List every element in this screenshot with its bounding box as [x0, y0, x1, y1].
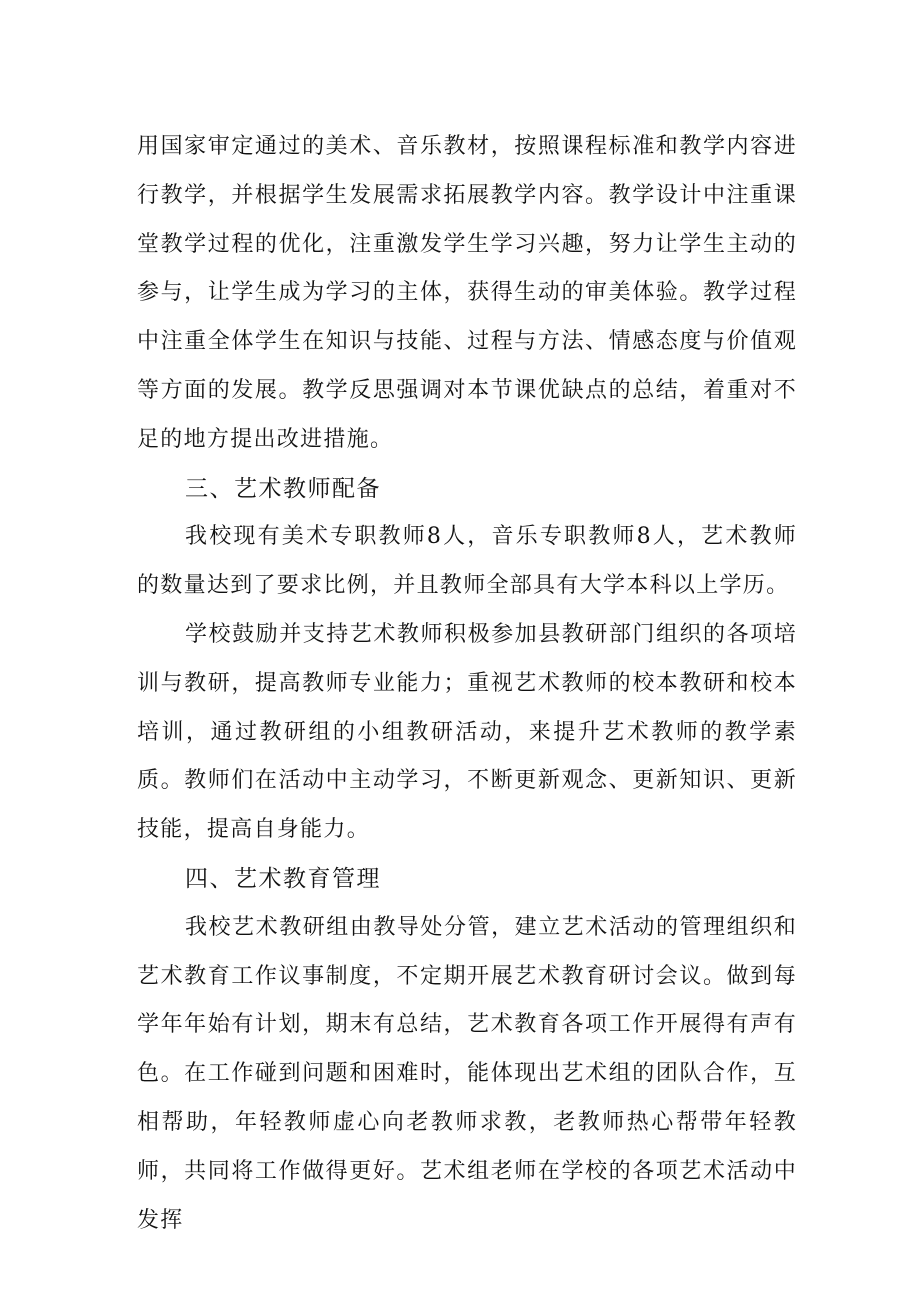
paragraph-teacher-staffing: 我校现有美术专职教师8人，音乐专职教师8人，艺术教师的数量达到了要求比例，并且教师全部具有大学本科以上学历。	[137, 524, 797, 599]
paragraph-management: 我校艺术教研组由教导处分管，建立艺术活动的管理组织和艺术教育工作议事制度，不定期开展艺术教育研讨会议。做到每学年年始有计划，期末有总结，艺术教育各项工作开展得有声有色。在工作碰到问题和困难时，能体现出艺术组的团队合作，互相帮助，年轻教师虚心向老教师求教，老教师热心帮带年轻教师，共同将工作做得更好。艺术组老师在学校的各项艺术活动中发挥	[137, 914, 797, 1233]
paragraph-teaching-materials: 用国家审定通过的美术、音乐教材，按照课程标准和教学内容进行教学，并根据学生发展需求拓展教学内容。教学设计中注重课堂教学过程的优化，注重激发学生学习兴趣，努力让学生主动的参与，让学生成为学习的主体，获得生动的审美体验。教学过程中注重全体学生在知识与技能、过程与方法、情感态度与价值观等方面的发展。教学反思强调对本节课优缺点的总结，着重对不足的地方提出改进措施。	[137, 134, 797, 452]
section-heading-art-management: 四、艺术教育管理	[185, 865, 381, 892]
section-heading-art-teachers: 三、艺术教师配备	[185, 475, 381, 502]
document-body	[137, 123, 797, 1245]
paragraph-teacher-training: 学校鼓励并支持艺术教师积极参加县教研部门组织的各项培训与教研，提高教师专业能力；重视艺术教师的校本教研和校本培训，通过教研组的小组教研活动，来提升艺术教师的教学素质。教师们在活动中主动学习，不断更新观念、更新知识、更新技能，提高自身能力。	[137, 621, 797, 843]
